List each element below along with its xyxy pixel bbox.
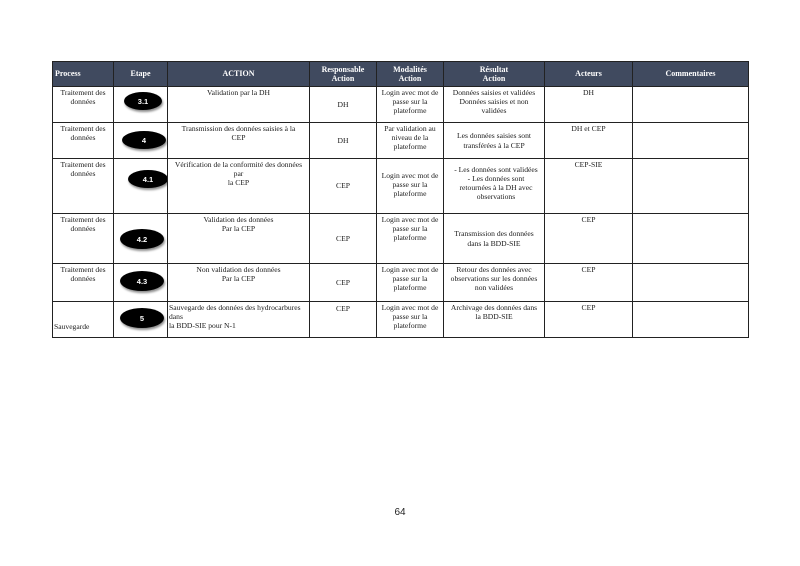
etape-cell <box>114 87 168 123</box>
commentaires-cell <box>633 159 749 214</box>
step-badge: 4.3 <box>120 271 164 291</box>
modalites-cell: Login avec mot de passe sur la plateforme <box>377 264 444 302</box>
page-number: 64 <box>394 507 406 518</box>
etape-cell <box>114 264 168 302</box>
commentaires-cell <box>633 264 749 302</box>
resultat-cell <box>444 159 545 214</box>
table-row <box>53 214 749 264</box>
header-responsable: Responsable Action <box>310 62 377 87</box>
action-cell: Validation par la DH <box>168 87 310 123</box>
table-row <box>53 302 749 338</box>
responsable-cell: CEP <box>310 302 377 338</box>
action-cell: Vérification de la conformité des données par la CEP <box>168 159 310 214</box>
table-row <box>53 87 749 123</box>
header-commentaires: Commentaires <box>633 62 749 87</box>
modalites-cell: Login avec mot de passe sur la plateforme <box>377 302 444 338</box>
process-table-container <box>52 61 748 338</box>
responsable-cell: CEP <box>310 264 377 302</box>
resultat-cell: Données saisies et validées Données saisies et non validées <box>444 87 545 123</box>
responsable-cell: DH <box>310 123 377 159</box>
step-badge: 4 <box>122 131 166 149</box>
etape-cell <box>114 159 168 214</box>
action-cell: Sauvegarde des données des hydrocarbures dans la BDD-SIE pour N-1 <box>168 302 310 338</box>
etape-cell <box>114 123 168 159</box>
acteurs-cell: CEP <box>545 214 633 264</box>
header-action: ACTION <box>168 62 310 87</box>
commentaires-cell <box>633 214 749 264</box>
modalites-cell: Par validation au niveau de la plateforme <box>377 123 444 159</box>
list-item: - Les données sont retournées à la DH avec observations <box>450 174 542 201</box>
modalites-cell: Login avec mot de passe sur la plateforme <box>377 87 444 123</box>
etape-cell <box>114 302 168 338</box>
process-cell: Traitement des données <box>53 159 114 214</box>
acteurs-cell: CEP-SIE <box>545 159 633 214</box>
acteurs-cell: CEP <box>545 302 633 338</box>
table-row <box>53 159 749 214</box>
list-item: - Les données sont validées <box>450 165 542 174</box>
commentaires-cell <box>633 123 749 159</box>
resultat-list <box>446 165 542 201</box>
action-cell: Transmission des données saisies à la CEP <box>168 123 310 159</box>
commentaires-cell <box>633 302 749 338</box>
header-process: Process <box>53 62 114 87</box>
process-cell: Traitement des données <box>53 214 114 264</box>
modalites-cell: Login avec mot de passe sur la plateforme <box>377 159 444 214</box>
step-badge: 4.2 <box>120 229 164 249</box>
etape-cell <box>114 214 168 264</box>
header-etape: Etape <box>114 62 168 87</box>
modalites-cell: Login avec mot de passe sur la plateforme <box>377 214 444 264</box>
header-resultat: Résultat Action <box>444 62 545 87</box>
process-cell: Traitement des données <box>53 264 114 302</box>
step-badge: 4.1 <box>128 170 168 188</box>
resultat-cell: Archivage des données dans la BDD-SIE <box>444 302 545 338</box>
resultat-cell: Retour des données avec observations sur les données non validées <box>444 264 545 302</box>
step-badge: 5 <box>120 308 164 328</box>
action-cell: Non validation des données Par la CEP <box>168 264 310 302</box>
responsable-cell: CEP <box>310 214 377 264</box>
acteurs-cell: CEP <box>545 264 633 302</box>
process-table <box>52 61 749 338</box>
responsable-cell: DH <box>310 87 377 123</box>
acteurs-cell: DH et CEP <box>545 123 633 159</box>
commentaires-cell <box>633 87 749 123</box>
responsable-cell: CEP <box>310 159 377 214</box>
action-cell: Validation des données Par la CEP <box>168 214 310 264</box>
table-header-row <box>53 62 749 87</box>
process-cell: Traitement des données <box>53 123 114 159</box>
process-cell: Traitement des données <box>53 87 114 123</box>
resultat-cell: Transmission des données dans la BDD-SIE <box>444 214 545 264</box>
acteurs-cell: DH <box>545 87 633 123</box>
header-acteurs: Acteurs <box>545 62 633 87</box>
step-badge: 3.1 <box>124 92 162 110</box>
resultat-cell: Les données saisies sont transférées à la CEP <box>444 123 545 159</box>
table-row <box>53 264 749 302</box>
process-cell: Sauvegarde <box>53 302 114 338</box>
header-modalites: Modalités Action <box>377 62 444 87</box>
table-row <box>53 123 749 159</box>
